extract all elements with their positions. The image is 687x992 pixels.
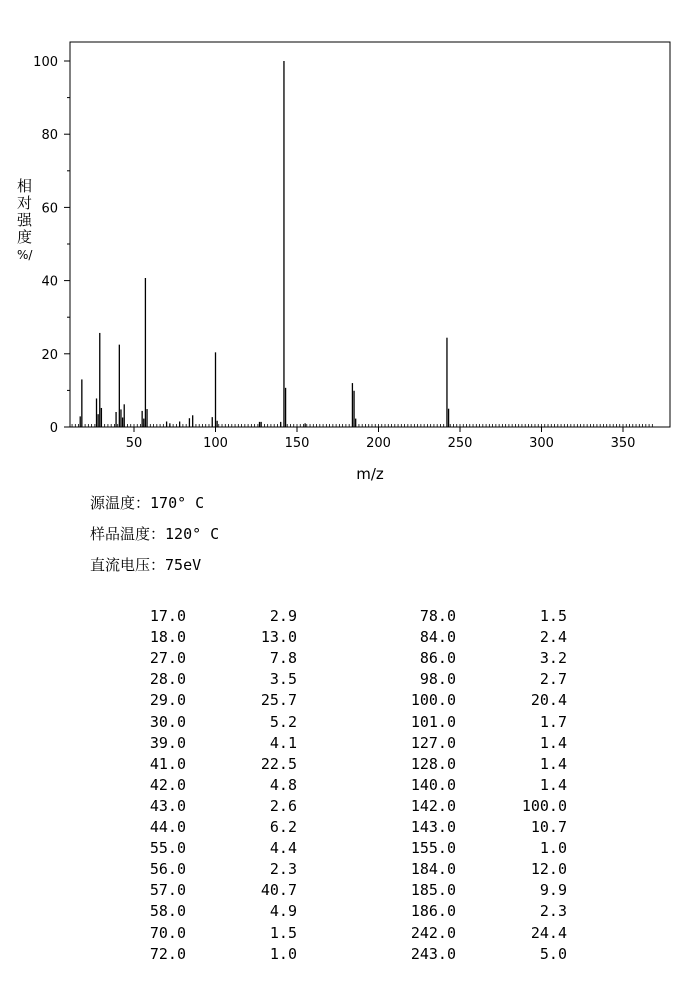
mass-spectrum-chart — [0, 0, 687, 490]
intensity-cell: 12.0 — [530, 860, 567, 879]
mz-cell: 128.0 — [410, 754, 456, 773]
table-row — [0, 924, 687, 945]
table-row — [0, 839, 687, 860]
intensity-cell: 2.6 — [269, 796, 297, 815]
mz-cell: 55.0 — [149, 839, 186, 858]
mz-cell: 185.0 — [410, 881, 456, 900]
y-axis-label-char: %/ — [17, 248, 33, 262]
source-temperature-value: 170° C — [150, 494, 205, 512]
mz-cell: 186.0 — [410, 902, 456, 921]
mz-cell: 184.0 — [410, 860, 456, 879]
intensity-cell: 1.7 — [539, 712, 567, 731]
y-axis-ticks — [33, 55, 70, 436]
x-tick-label: 200 — [366, 436, 391, 451]
mz-cell: 86.0 — [419, 649, 456, 668]
intensity-cell: 1.0 — [539, 839, 567, 858]
intensity-cell: 10.7 — [530, 818, 567, 836]
intensity-cell: 4.8 — [269, 775, 297, 794]
mz-cell: 17.0 — [149, 607, 186, 625]
intensity-cell: 2.7 — [539, 670, 567, 689]
x-tick-label: 250 — [447, 436, 473, 451]
intensity-cell: 20.4 — [530, 691, 567, 710]
dc-voltage-label: 直流电压： — [90, 556, 166, 574]
x-tick-label: 50 — [125, 436, 143, 451]
x-tick-label: 150 — [284, 436, 310, 451]
y-tick-label: 100 — [33, 55, 58, 70]
y-tick-label: 60 — [41, 201, 58, 217]
intensity-cell: 40.7 — [260, 881, 297, 900]
sample-temperature-value: 120° C — [165, 525, 220, 543]
table-row — [0, 776, 687, 797]
y-tick-label: 20 — [41, 347, 58, 363]
y-axis-label-char: 对 — [17, 194, 33, 212]
intensity-cell: 5.2 — [269, 712, 297, 731]
spectrum-peaks — [80, 61, 448, 427]
y-axis-label-char: 强 — [17, 211, 33, 229]
intensity-cell: 3.2 — [539, 649, 567, 668]
table-row — [0, 649, 687, 670]
intensity-cell: 9.9 — [539, 881, 567, 900]
mz-cell: 78.0 — [419, 607, 456, 625]
intensity-cell: 24.4 — [530, 923, 567, 942]
intensity-cell: 7.8 — [269, 649, 297, 668]
mz-cell: 18.0 — [149, 628, 186, 647]
table-row — [0, 755, 687, 776]
dc-voltage — [90, 554, 201, 575]
source-temperature — [90, 492, 204, 513]
y-tick-label: 0 — [49, 421, 58, 436]
dc-voltage-value: 75eV — [165, 556, 202, 574]
intensity-cell: 4.1 — [269, 733, 297, 752]
intensity-cell: 2.3 — [269, 860, 297, 879]
y-axis-label-char: 度 — [17, 228, 33, 246]
intensity-cell: 1.5 — [539, 607, 567, 625]
mz-cell: 98.0 — [419, 670, 456, 689]
table-row — [0, 734, 687, 755]
mz-cell: 42.0 — [149, 775, 186, 794]
y-tick-label: 40 — [41, 274, 58, 290]
mz-cell: 127.0 — [410, 733, 456, 752]
intensity-cell: 2.4 — [539, 628, 567, 647]
mz-cell: 58.0 — [149, 902, 186, 921]
x-axis-ticks — [126, 427, 636, 451]
mz-cell: 140.0 — [410, 775, 456, 794]
plot-frame — [70, 42, 670, 427]
table-row — [0, 860, 687, 881]
table-row — [0, 818, 687, 839]
mz-cell: 142.0 — [410, 796, 456, 815]
intensity-cell: 100.0 — [521, 796, 567, 815]
source-temperature-label: 源温度： — [90, 494, 151, 512]
intensity-cell: 1.4 — [539, 733, 567, 752]
mz-cell: 29.0 — [149, 691, 186, 710]
intensity-cell: 1.5 — [269, 923, 297, 942]
y-tick-label: 80 — [41, 128, 58, 144]
mz-cell: 39.0 — [149, 733, 186, 752]
intensity-cell: 3.5 — [269, 670, 297, 689]
table-row — [0, 797, 687, 818]
mz-cell: 70.0 — [149, 923, 186, 942]
intensity-cell: 13.0 — [260, 628, 297, 647]
mz-cell: 101.0 — [410, 712, 456, 731]
mz-cell: 43.0 — [149, 796, 186, 815]
mz-cell: 30.0 — [149, 712, 186, 731]
sample-temperature — [90, 523, 219, 544]
mz-cell: 72.0 — [149, 944, 186, 963]
intensity-cell: 22.5 — [260, 754, 297, 773]
intensity-cell: 25.7 — [260, 691, 297, 710]
intensity-cell: 4.4 — [269, 839, 297, 858]
mz-cell: 44.0 — [149, 818, 186, 836]
table-row — [0, 881, 687, 902]
table-row — [0, 670, 687, 691]
x-tick-label: 300 — [529, 436, 554, 451]
table-row — [0, 713, 687, 734]
mz-cell: 56.0 — [149, 860, 186, 879]
intensity-cell: 1.0 — [269, 944, 297, 963]
mz-cell: 143.0 — [410, 818, 456, 836]
x-tick-label: 350 — [610, 436, 636, 451]
mz-cell: 57.0 — [149, 881, 186, 900]
intensity-cell: 1.4 — [539, 754, 567, 773]
intensity-cell: 5.0 — [539, 944, 567, 963]
mz-cell: 84.0 — [419, 628, 456, 647]
mz-cell: 100.0 — [410, 691, 456, 710]
x-axis-label: m/z — [356, 465, 384, 483]
table-row — [0, 691, 687, 712]
mz-cell: 41.0 — [149, 754, 186, 773]
table-row — [0, 607, 687, 628]
y-axis-label-char: 相 — [17, 177, 33, 195]
mz-cell: 28.0 — [149, 670, 186, 689]
table-row — [0, 902, 687, 923]
table-row — [0, 945, 687, 966]
mz-cell: 242.0 — [410, 923, 456, 942]
table-row — [0, 628, 687, 649]
mz-cell: 27.0 — [149, 649, 186, 668]
mz-cell: 243.0 — [410, 944, 456, 963]
sample-temperature-label: 样品温度： — [90, 525, 166, 543]
intensity-cell: 1.4 — [539, 775, 567, 794]
x-tick-label: 100 — [203, 436, 228, 451]
intensity-cell: 4.9 — [269, 902, 297, 921]
intensity-cell: 6.2 — [269, 818, 297, 836]
intensity-cell: 2.9 — [269, 607, 297, 625]
intensity-cell: 2.3 — [539, 902, 567, 921]
mz-cell: 155.0 — [410, 839, 456, 858]
